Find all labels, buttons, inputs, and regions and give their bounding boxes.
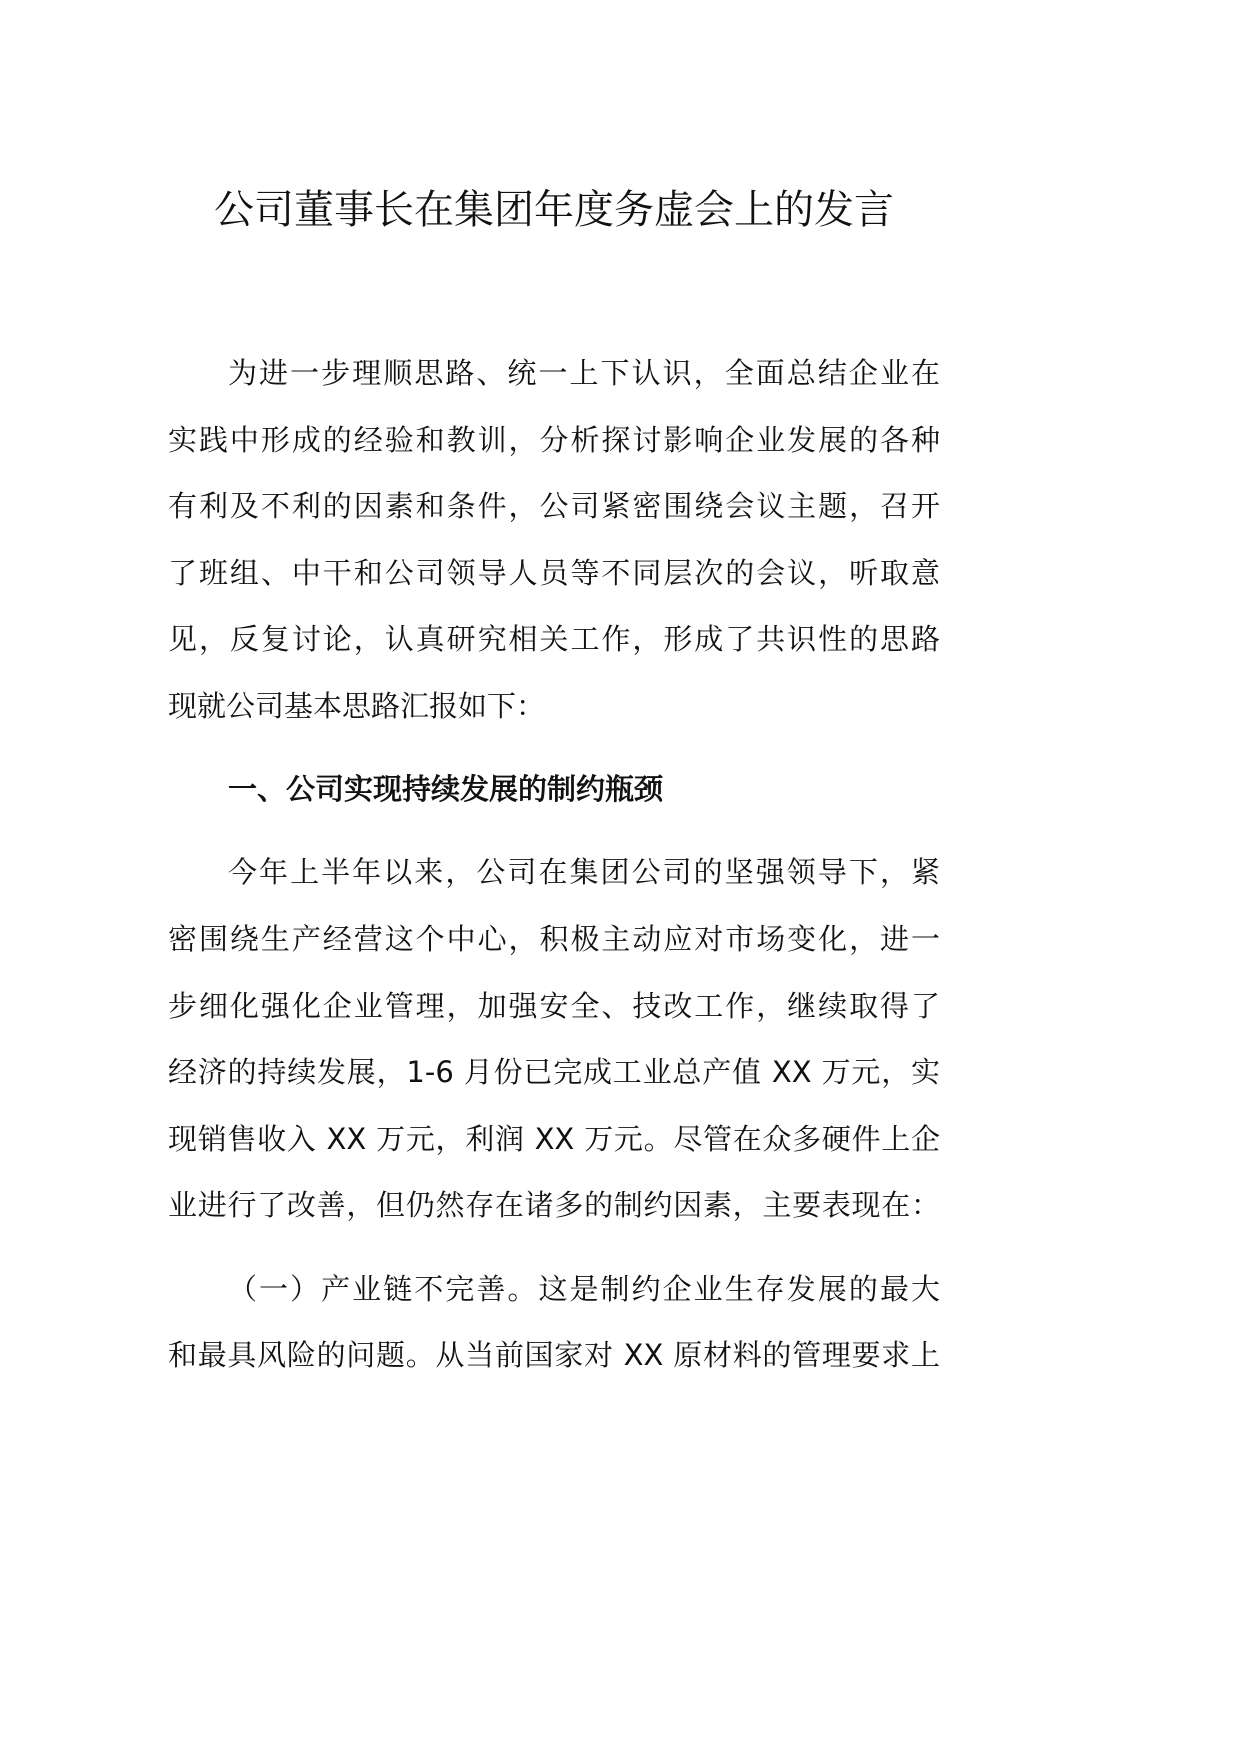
paragraph-line: 经济的持续发展，1-6 月份已完成工业总产值 XX 万元，实 — [168, 1055, 940, 1090]
paragraph-line: 现就公司基本思路汇报如下： — [168, 688, 546, 723]
paragraph-line: 有利及不利的因素和条件，公司紧密围绕会议主题，召开 — [168, 489, 940, 524]
paragraph-line: 今年上半年以来，公司在集团公司的坚强领导下，紧 — [228, 855, 940, 890]
intro-paragraph — [168, 340, 940, 740]
paragraph-line: 见，反复讨论，认真研究相关工作，形成了共识性的思路 — [168, 622, 940, 657]
subsection-paragraph — [168, 1256, 940, 1389]
paragraph-line: 业进行了改善，但仍然存在诸多的制约因素，主要表现在： — [168, 1188, 940, 1223]
paragraph-line: 和最具风险的问题。从当前国家对 XX 原材料的管理要求上 — [168, 1338, 940, 1373]
document-body — [168, 340, 940, 1389]
paragraph-line: 密围绕生产经营这个中心，积极主动应对市场变化，进一 — [168, 921, 940, 956]
section-heading: 一、公司实现持续发展的制约瓶颈 — [228, 772, 664, 807]
document-title: 公司董事长在集团年度务虚会上的发言 — [214, 187, 894, 233]
paragraph-line: 实践中形成的经验和教训，分析探讨影响企业发展的各种 — [168, 422, 940, 457]
paragraph-line: 了班组、中干和公司领导人员等不同层次的会议，听取意 — [168, 555, 940, 590]
section-paragraph — [168, 839, 940, 1239]
paragraph-line: 现销售收入 XX 万元，利润 XX 万元。尽管在众多硬件上企 — [168, 1121, 940, 1156]
paragraph-line: 步细化强化企业管理，加强安全、技改工作，继续取得了 — [168, 988, 940, 1023]
paragraph-line: （一）产业链不完善。这是制约企业生存发展的最大 — [228, 1271, 940, 1306]
paragraph-line: 为进一步理顺思路、统一上下认识，全面总结企业在 — [228, 356, 940, 390]
